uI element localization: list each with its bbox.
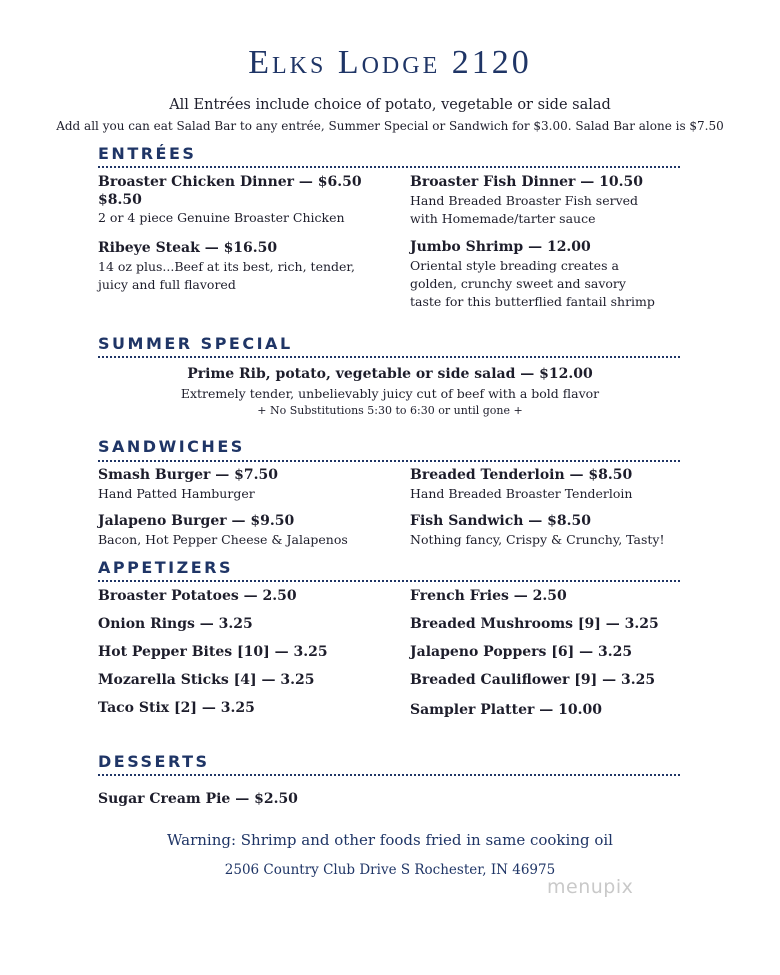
menu-item [98, 240, 378, 294]
menu-item [98, 513, 378, 549]
item-name: Jumbo Shrimp — 12.00 [410, 239, 591, 255]
intro-line-2: Add all you can eat Salad Bar to any entrée, Summer Special or Sandwich for $3.00. Salad Bar alone is $7.50 [56, 119, 724, 133]
menu-item: Breaded Mushrooms [9] — 3.25 [410, 616, 659, 632]
menu-item: Sampler Platter — 10.00 [410, 702, 602, 718]
item-desc: Bacon, Hot Pepper Cheese & Jalapenos [98, 532, 348, 547]
item-price-alt: $8.50 [98, 192, 142, 208]
summer-special-name: Prime Rib, potato, vegetable or side salad — $12.00 [187, 366, 593, 382]
summer-special-heading: SUMMER SPECIAL [98, 334, 293, 353]
summer-divider [98, 356, 680, 358]
entrees-divider [98, 166, 680, 168]
appetizers-divider [98, 580, 680, 582]
menu-item [410, 467, 680, 503]
menu-item [410, 513, 680, 549]
menu-item [98, 467, 378, 503]
menu-item: Jalapeno Poppers [6] — 3.25 [410, 644, 633, 660]
item-name: Breaded Tenderloin — $8.50 [410, 467, 633, 483]
menu-item: Taco Stix [2] — 3.25 [98, 700, 255, 716]
watermark-logo: menupix [547, 876, 634, 898]
item-desc: Hand Breaded Broaster Fish served with Homemade/tarter sauce [410, 193, 639, 226]
sandwiches-divider [98, 460, 680, 462]
menu-item: Broaster Potatoes — 2.50 [98, 588, 297, 604]
item-name: Fish Sandwich — $8.50 [410, 513, 592, 529]
summer-special-desc: Extremely tender, unbelievably juicy cut of beef with a bold flavor [180, 386, 600, 401]
entrees-heading: ENTRÉES [98, 144, 197, 163]
item-desc: Hand Breaded Broaster Tenderloin [410, 486, 633, 501]
sandwiches-heading: SANDWICHES [98, 437, 245, 456]
menu-item [410, 174, 680, 228]
menu-item: Mozarella Sticks [4] — 3.25 [98, 672, 315, 688]
allergy-warning: Warning: Shrimp and other foods fried in same cooking oil [167, 831, 613, 849]
item-name: Broaster Fish Dinner — 10.50 [410, 174, 644, 190]
item-name: Broaster Chicken Dinner — $6.50 [98, 174, 362, 190]
item-desc: Nothing fancy, Crispy & Crunchy, Tasty! [410, 532, 665, 547]
menu-item: Sugar Cream Pie — $2.50 [98, 791, 298, 807]
item-name: Ribeye Steak — $16.50 [98, 240, 278, 256]
appetizers-heading: APPETIZERS [98, 558, 234, 577]
menu-item: French Fries — 2.50 [410, 588, 567, 604]
menu-item: Onion Rings — 3.25 [98, 616, 253, 632]
item-desc: 2 or 4 piece Genuine Broaster Chicken [98, 210, 345, 225]
item-desc: 14 oz plus...Beef at its best, rich, tender, juicy and full flavored [98, 259, 355, 292]
item-name: Jalapeno Burger — $9.50 [98, 513, 295, 529]
address: 2506 Country Club Drive S Rochester, IN 46975 [224, 862, 556, 878]
menu-item [410, 239, 680, 311]
menu-item: Breaded Cauliflower [9] — 3.25 [410, 672, 656, 688]
item-name: Smash Burger — $7.50 [98, 467, 278, 483]
desserts-heading: DESSERTS [98, 752, 210, 771]
menu-item [98, 174, 378, 227]
menu-item: Hot Pepper Bites [10] — 3.25 [98, 644, 328, 660]
item-desc: Oriental style breading creates a golden, crunchy sweet and savory taste for this butterflied fantail shrimp [410, 258, 655, 309]
summer-special-note: + No Substitutions 5:30 to 6:30 or until gone + [257, 404, 523, 417]
intro-line-1: All Entrées include choice of potato, vegetable or side salad [169, 97, 611, 113]
desserts-divider [98, 774, 680, 776]
item-desc: Hand Patted Hamburger [98, 486, 255, 501]
page-title: Elks Lodge 2120 [248, 44, 532, 81]
